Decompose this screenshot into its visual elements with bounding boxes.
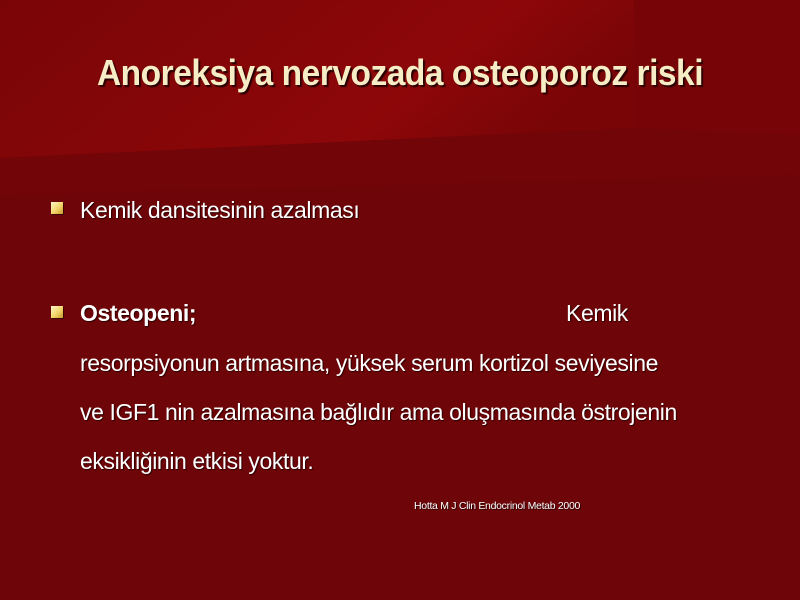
slide-title: Anoreksiya nervozada osteoporoz riski [96, 52, 704, 93]
bullet-2-label: Osteopeni; [80, 300, 197, 326]
bullet-2-line-2: resorpsiyonun artmasına, yüksek serum kortizol seviyesine [80, 350, 658, 376]
bullet-1-text: Kemik dansitesinin azalması [80, 197, 360, 223]
square-bullet-icon [51, 306, 63, 318]
square-bullet-icon [51, 202, 63, 214]
citation: Hotta M J Clin Endocrinol Metab 2000 [414, 500, 581, 512]
bullet-2-line-4: eksikliğinin etkisi yoktur. [80, 448, 314, 474]
bullet-2-line-1: Kemik [566, 300, 628, 326]
bullet-2-line-3: ve IGF1 nin azalmasına bağlıdır ama oluşmasında östrojenin [80, 399, 677, 425]
